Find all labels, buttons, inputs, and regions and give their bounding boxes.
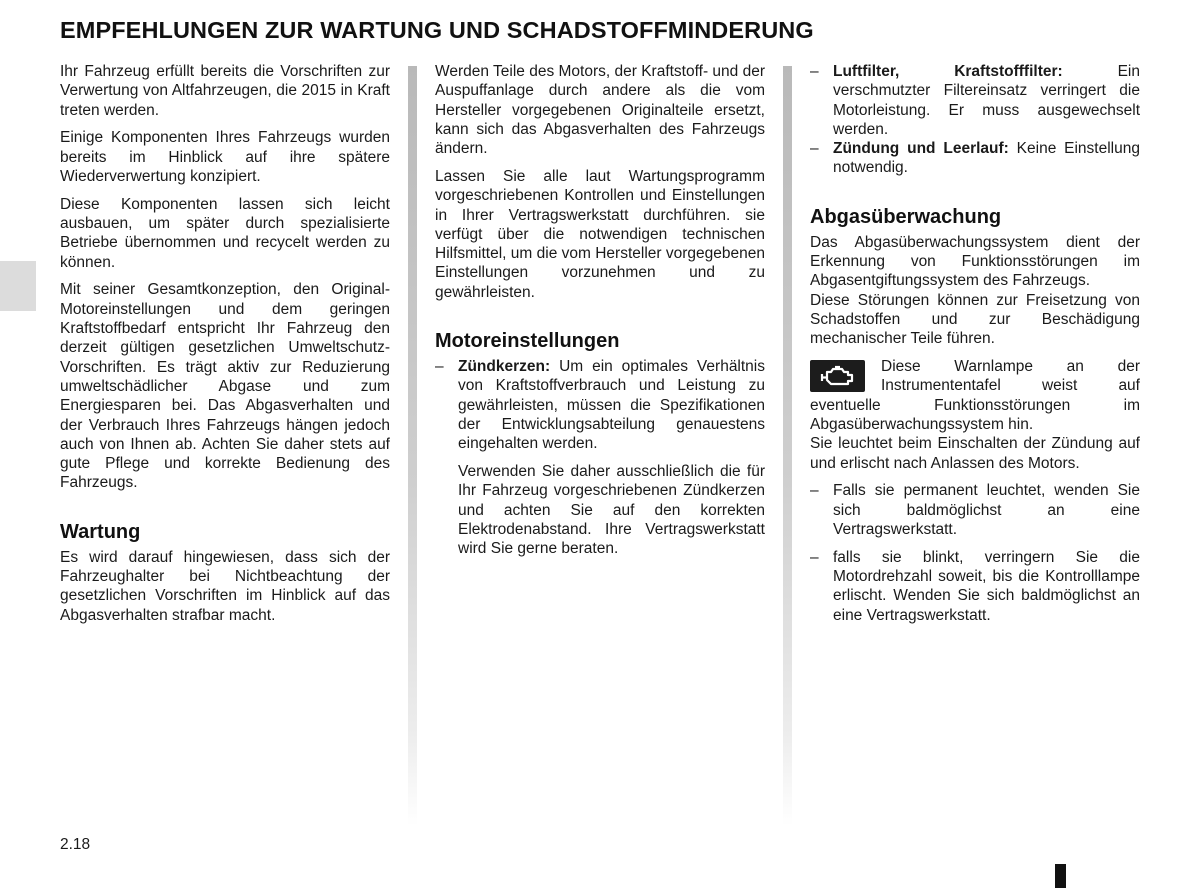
column-3 [810,62,1140,633]
paragraph: Diese Störungen können zur Freisetzung von Schadstoffen und zur Beschädigung mechanischer Teile führen. [810,291,1140,348]
paragraph: Diese Warnlampe an der Instrumententafel weist auf eventuelle Funktionsstörungen im Abgasüberwachungssystem hin. [810,358,1140,433]
item-text: Falls sie permanent leuchtet, wenden Sie sich baldmöglichst an eine Vertragswerkstatt. [833,482,1140,538]
item-text: Um ein optimales Verhältnis von Kraftstoffverbrauch und Leistung zu gewährleisten, müssen die Spezifikationen der Entwicklungsabteilung genauestens eingehalten werden. [458,358,765,453]
item-label: Zündung und Leerlauf: [833,140,1009,158]
paragraph: Einige Komponenten Ihres Fahrzeugs wurden bereits im Hinblick auf ihre spätere Wiederverwertung konzipiert. [60,129,390,185]
page-corner-marker [1055,864,1066,888]
column-2 [435,62,765,567]
paragraph: Mit seiner Gesamtkonzeption, den Original-Motoreinstellungen und dem geringen Kraftstoffbedarf entspricht Ihr Fahrzeug den derzeit gültigen gesetzlichen Umweltschutz-Vorschriften. Es trägt aktiv zur Reduzierung umweltschädlicher Abgase und zum Energiesparen bei. Das Abgasverhalten und der Verbrauch Ihres Fahrzeugs hängen jedoch auch von Ihnen ab. Achten Sie daher stets auf gute Pflege und korrekte Bedienung des Fahrzeugs. [60,281,390,492]
item-subparagraph: Verwenden Sie daher ausschließlich die für Ihr Fahrzeug vorgeschriebenen Zündkerzen und achten Sie auf den korrekten Elektrodenabstand. Ihre Vertragswerkstatt wird Sie gerne beraten. [458,463,765,558]
dash-marker: – [810,482,819,500]
dash-marker: – [435,358,444,376]
list-item [810,548,1140,625]
list-item [810,481,1140,539]
item-label: Zündkerzen: [458,358,551,376]
column-1 [60,62,390,633]
dash-marker: – [810,548,819,566]
dash-marker: – [810,63,819,80]
section-heading-motoreinstellungen: Motoreinstellungen [435,330,620,353]
section-heading-wartung: Wartung [60,520,141,543]
dash-marker: – [810,140,819,158]
list-item [435,357,765,558]
paragraph: Lassen Sie alle laut Wartungsprogramm vorgeschriebenen Kontrollen und Einstellungen in Ihrer Vertragswerkstatt durchführen. sie verfügt über die notwendigen technischen Hilfsmittel, um die vom Hersteller vorgegebenen Einstellungen vorzunehmen und zu gewährleisten. [435,167,765,301]
item-text: falls sie blinkt, verringern Sie die Motordrehzahl soweit, bis die Kontrolllampe erlischt. Wenden Sie sich baldmöglichst an eine Vertragswerkstatt. [833,548,1140,624]
warning-lamp-note [810,357,1140,434]
column-divider [408,66,417,826]
paragraph: Ihr Fahrzeug erfüllt bereits die Vorschriften zur Verwertung von Altfahrzeugen, die 2015 in Kraft treten werden. [60,63,390,119]
section-tab-marker [0,261,36,311]
paragraph: Diese Komponenten lassen sich leicht ausbauen, um später durch spezialisierte Betriebe übernommen und recycelt werden zu können. [60,195,390,271]
list-item [810,139,1140,178]
paragraph: Es wird darauf hingewiesen, dass sich der Fahrzeughalter bei Nichtbeachtung der gesetzlichen Vorschriften im Hinblick auf das Abgasverhalten strafbar macht. [60,548,390,624]
list-item [810,62,1140,139]
engine-warning-icon [810,360,865,392]
page-title: EMPFEHLUNGEN ZUR WARTUNG UND SCHADSTOFFMINDERUNG [60,17,814,43]
item-text: Keine Einstellung notwendig. [833,140,1140,177]
paragraph: Werden Teile des Motors, der Kraftstoff- und der Auspuffanlage durch andere als die vom Hersteller vorgegebenen Originalteile ersetzt, kann sich das Abgasverhalten des Fahrzeugs ändern. [435,63,765,158]
column-divider [783,66,792,826]
paragraph: Das Abgasüberwachungssystem dient der Erkennung von Funktionsstörungen im Abgasentgiftungssystem des Fahrzeugs. [810,233,1140,290]
section-heading-abgasueberwachung: Abgasüberwachung [810,205,1002,228]
page-number: 2.18 [60,836,91,853]
item-text: Ein verschmutzter Filtereinsatz verringert die Motorleistung. Er muss ausgewechselt werden. [833,63,1140,138]
item-label: Luftfilter, Kraftstofffilter: [833,63,1063,80]
paragraph: Sie leuchtet beim Einschalten der Zündung auf und erlischt nach Anlassen des Motors. [810,435,1140,472]
